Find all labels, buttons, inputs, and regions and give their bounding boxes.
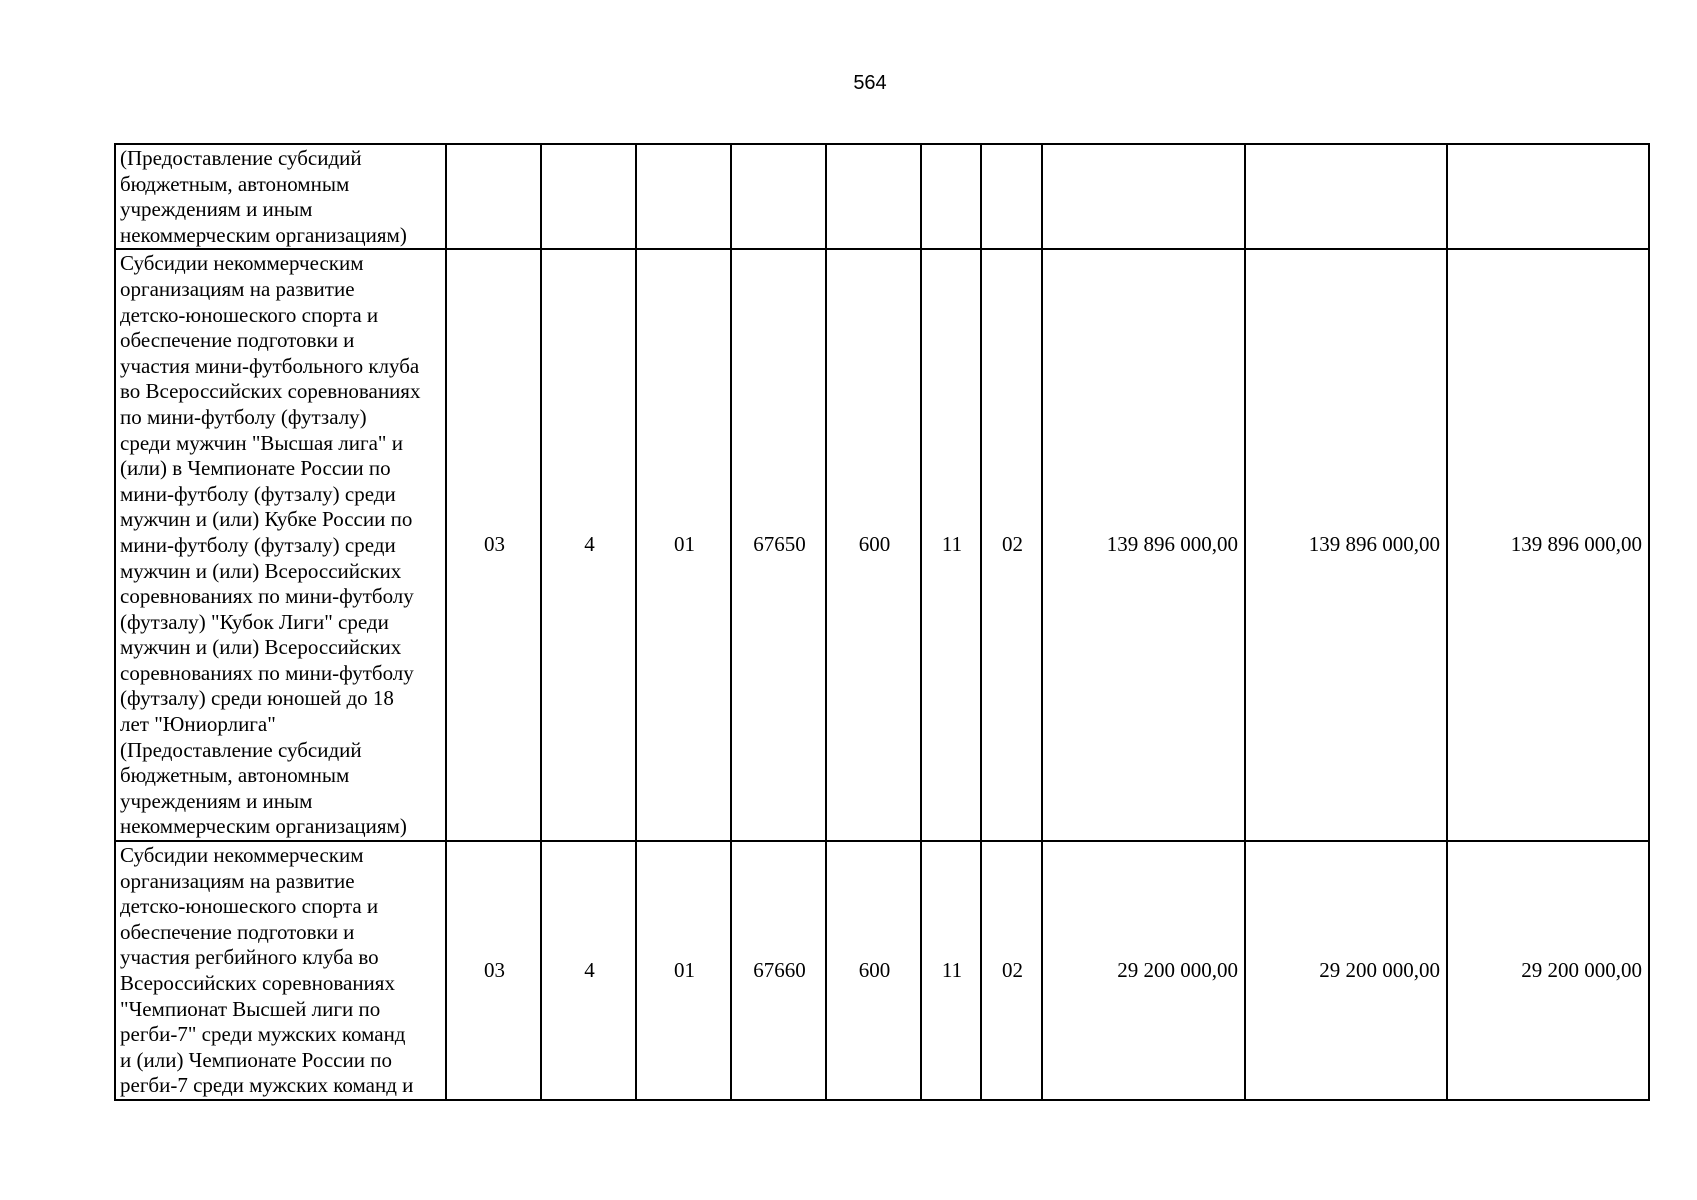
subsection-cell (981, 144, 1042, 249)
direction-code-cell: 67650 (731, 249, 826, 841)
section-cell (921, 144, 981, 249)
section-cell: 11 (921, 249, 981, 841)
amount-year-2-cell: 139 896 000,00 (1245, 249, 1447, 841)
amount-year-1-cell: 139 896 000,00 (1042, 249, 1245, 841)
budget-table (114, 143, 1650, 1101)
expense-type-cell: 600 (826, 841, 921, 1100)
activity-code-cell: 01 (636, 249, 731, 841)
table-row (115, 841, 1649, 1100)
program-code-cell (446, 144, 541, 249)
table-row (115, 249, 1649, 841)
subsection-cell: 02 (981, 841, 1042, 1100)
amount-year-3-cell: 139 896 000,00 (1447, 249, 1649, 841)
direction-code-cell (731, 144, 826, 249)
subprogram-code-cell: 4 (541, 841, 636, 1100)
activity-code-cell (636, 144, 731, 249)
amount-year-1-cell: 29 200 000,00 (1042, 841, 1245, 1100)
row-description: Субсидии некоммерческим организациям на развитие детско-юношеского спорта и обеспечение подготовки и участия мини-футбольного клуба во Всероссийских соревнованиях по мини-футболу (футзалу) среди мужчин "Высшая лига" и (или) в Чемпионате России по мини-футболу (футзалу) среди мужчин и (или) Кубке России по мини-футболу (футзалу) среди мужчин и (или) Всероссийских соревнованиях по мини-футболу (футзалу) "Кубок Лиги" среди мужчин и (или) Всероссийских соревнованиях по мини-футболу (футзалу) среди юношей до 18 лет "Юниорлига" (Предоставление субсидий бюджетным, автономным учреждениям и иным некоммерческим организациям) (115, 249, 446, 841)
section-cell: 11 (921, 841, 981, 1100)
subprogram-code-cell (541, 144, 636, 249)
page-number: 564 (853, 72, 887, 94)
subprogram-code-cell: 4 (541, 249, 636, 841)
expense-type-cell (826, 144, 921, 249)
amount-year-3-cell (1447, 144, 1649, 249)
program-code-cell: 03 (446, 841, 541, 1100)
amount-year-3-cell: 29 200 000,00 (1447, 841, 1649, 1100)
program-code-cell: 03 (446, 249, 541, 841)
expense-type-cell: 600 (826, 249, 921, 841)
amount-year-1-cell (1042, 144, 1245, 249)
direction-code-cell: 67660 (731, 841, 826, 1100)
table-row (115, 144, 1649, 249)
activity-code-cell: 01 (636, 841, 731, 1100)
amount-year-2-cell: 29 200 000,00 (1245, 841, 1447, 1100)
row-description: (Предоставление субсидий бюджетным, автономным учреждениям и иным некоммерческим организациям) (115, 144, 446, 249)
row-description: Субсидии некоммерческим организациям на развитие детско-юношеского спорта и обеспечение подготовки и участия регбийного клуба во Всероссийских соревнованиях "Чемпионат Высшей лиги по регби-7" среди мужских команд и (или) Чемпионате России по регби-7 среди мужских команд и (115, 841, 446, 1100)
amount-year-2-cell (1245, 144, 1447, 249)
subsection-cell: 02 (981, 249, 1042, 841)
